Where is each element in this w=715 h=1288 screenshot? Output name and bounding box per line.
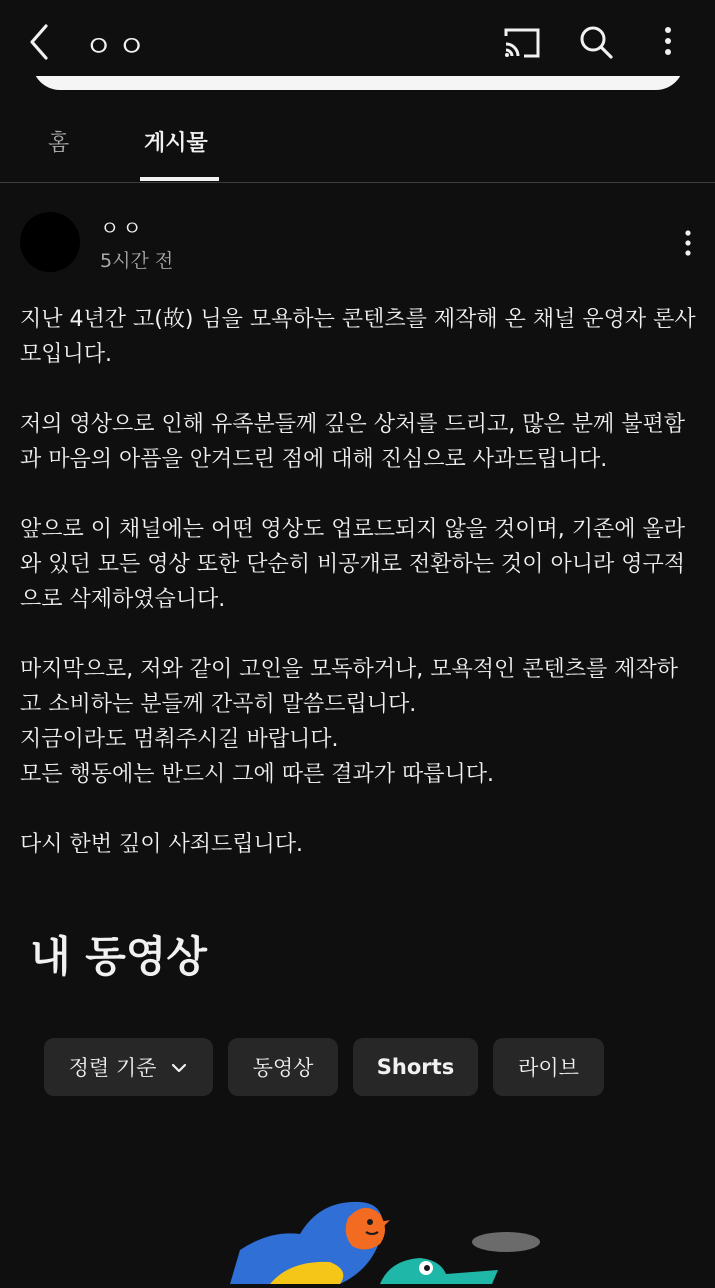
tab-selected-indicator: [140, 177, 219, 181]
more-vert-icon: [652, 20, 684, 64]
post-paragraph: 다시 한번 깊이 사죄드립니다.: [20, 832, 303, 857]
cast-button[interactable]: [500, 22, 544, 62]
post-paragraph: 앞으로 이 채널에는 어떤 영상도 업로드되지 않을 것이며, 기존에 올라와 있던 모든 영상 또한 단순히 비공개로 전환하는 것이 아니라 영구적으로 삭제하였습니다.: [20, 517, 685, 612]
tab-home[interactable]: 홈: [48, 131, 70, 156]
top-app-bar: [0, 0, 715, 80]
search-button[interactable]: [574, 20, 618, 64]
back-button[interactable]: [22, 20, 62, 64]
channel-tabs: [0, 100, 715, 183]
section-title: 내 동영상: [30, 932, 207, 981]
chevron-down-icon: [170, 1055, 188, 1079]
post-timestamp: 5시간 전: [100, 250, 174, 272]
empty-state-illustration: [230, 1190, 550, 1284]
avatar[interactable]: [20, 212, 80, 272]
live-chip[interactable]: 라이브: [493, 1038, 604, 1096]
videos-chip[interactable]: 동영상: [228, 1038, 338, 1096]
tab-posts[interactable]: 게시물: [144, 131, 208, 156]
post-paragraph: 마지막으로, 저와 같이 고인을 모독하거나, 모욕적인 콘텐츠를 제작하고 소비하는 분들께 간곡히 말씀드립니다. 지금이라도 멈춰주시길 바랍니다. 모든 행동에는 반드시 그에 따른 결과가 따릅니다.: [20, 657, 678, 787]
back-arrow-icon: [22, 20, 62, 64]
search-icon: [574, 20, 618, 64]
more-vert-icon: [676, 228, 700, 258]
post-header: [0, 200, 715, 280]
post-paragraph: 지난 4년간 고(故) 님을 모욕하는 콘텐츠를 제작해 온 채널 운영자 론사모입니다.: [20, 307, 696, 367]
channel-title: ㅇㅇ: [84, 30, 150, 65]
shorts-chip[interactable]: Shorts: [353, 1038, 478, 1096]
post-menu-button[interactable]: [676, 228, 700, 258]
more-options-button[interactable]: [652, 20, 684, 64]
post-body: [20, 302, 698, 862]
sort-chip-label: 정렬 기준: [68, 1056, 157, 1080]
post-paragraph: 저의 영상으로 인해 유족분들께 깊은 상처를 드리고, 많은 분께 불편함과 마음의 아픔을 안겨드린 점에 대해 진심으로 사과드립니다.: [20, 412, 685, 472]
sort-chip[interactable]: [44, 1038, 213, 1096]
post-author[interactable]: ㅇㅇ: [100, 216, 145, 240]
cast-icon: [500, 22, 544, 62]
